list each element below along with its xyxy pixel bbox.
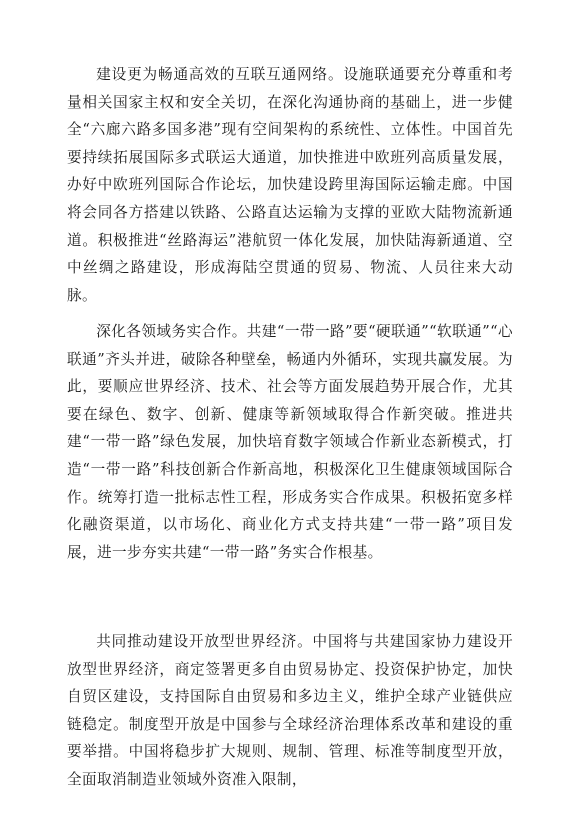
paragraph-interconnectivity: 建设更为畅通高效的互联互通网络。设施联通要充分尊重和考量相关国家主权和安全关切，在深化沟通协商的基础上，进一步健全“六廊六路多国多港”现有空间架构的系统性、立体性。中国首先要持续拓展国际多式联运大通道，加快推进中欧班列高质量发展，办好中欧班列国际合作论坛，加快建设跨里海国际运输走廊。中国将会同各方搭建以铁路、公路直达运输为支撑的亚欧大陆物流新通道。积极推进“丝路海运”港航贸一体化发展，加快陆海新通道、空中丝绸之路建设，形成海陆空贯通的贸易、物流、人员往来大动脉。: [67, 66, 513, 304]
paragraph-practical-cooperation: 深化各领域务实合作。共建“一带一路”要“硬联通”“软联通”“心联通”齐头并进，破除各种壁垒，畅通内外循环，实现共赢发展。为此，要顺应世界经济、技术、社会等方面发展趋势开展合作，尤其要在绿色、数字、创新、健康等新领域取得合作新突破。推进共建“一带一路”绿色发展，加快培育数字领域合作新业态新模式，打造“一带一路”科技创新合作新高地，积极深化卫生健康领域国际合作。统筹打造一批标志性工程，形成务实合作成果。积极拓宽多样化融资渠道，以市场化、商业化方式支持共建“一带一路”项目发展，进一步夯实共建“一带一路”务实合作根基。: [67, 323, 513, 561]
paragraph-open-world-economy: 共同推动建设开放型世界经济。中国将与共建国家协力建设开放型世界经济，商定签署更多自由贸易协定、投资保护协定，加快自贸区建设，支持国际自由贸易和多边主义，维护全球产业链供应链稳定。制度型开放是中国参与全球经济治理体系改革和建设的重要举措。中国将稳步扩大规则、规制、管理、标准等制度型开放，全面取消制造业领域外资准入限制，: [67, 633, 513, 788]
